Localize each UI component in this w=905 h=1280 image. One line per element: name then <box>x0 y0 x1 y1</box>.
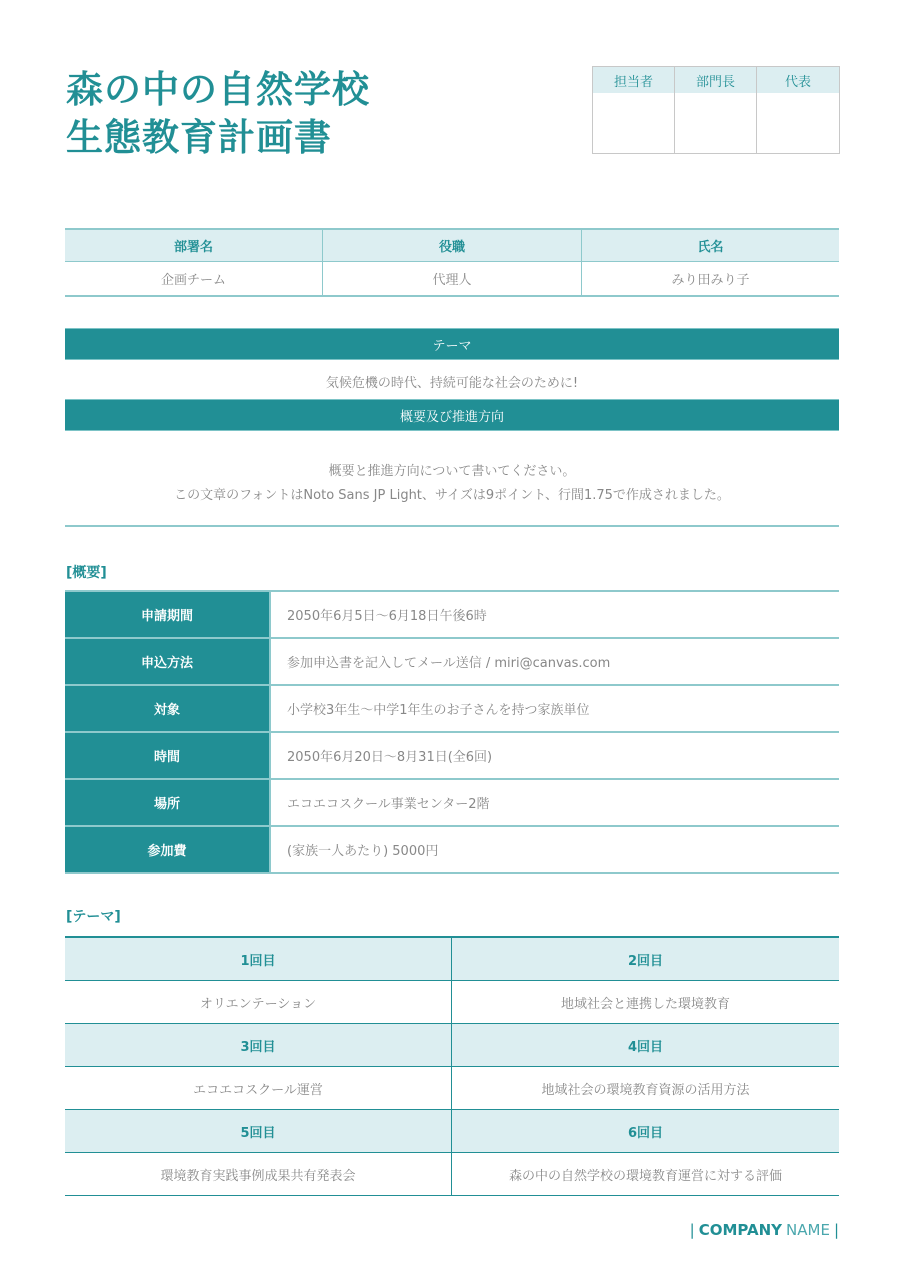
table-header-row <box>65 1110 839 1153</box>
name-value: みり田みり子 <box>671 273 750 288</box>
session-topic: エコエコスクール運営 <box>65 1067 452 1109</box>
stamp-field[interactable] <box>757 93 839 153</box>
header-position: 役職 <box>323 230 582 261</box>
row-key: 対象 <box>65 686 271 731</box>
footer-divider: | <box>833 1221 839 1239</box>
row-key: 場所 <box>65 780 271 825</box>
stamp-field[interactable] <box>593 93 674 153</box>
table-header-row <box>65 938 839 981</box>
row-key: 時間 <box>65 733 271 778</box>
department-value: 企画チーム <box>65 262 323 295</box>
table-row <box>65 827 839 874</box>
table-row <box>65 686 839 733</box>
section-divider <box>65 525 839 527</box>
session-topic: オリエンテーション <box>65 981 452 1023</box>
overview-text-line-1: 概要と推進方向について書いてください。 <box>328 464 576 479</box>
overview-section-label: [概要] <box>66 565 107 581</box>
row-value: (家族一人あたり) 5000円 <box>287 844 439 859</box>
session-round: 5回目 <box>65 1110 452 1152</box>
overview-text-line-2: この文章のフォントはNoto Sans JP Light、サイズは9ポイント、行間1.75で作成されました。 <box>174 488 730 503</box>
row-value: 小学校3年生～中学1年生のお子さんを持つ家族単位 <box>287 703 590 718</box>
table-row <box>65 733 839 780</box>
overview-header-bar: 概要及び推進方向 <box>65 399 839 431</box>
row-value: エコエコスクール事業センター2階 <box>287 797 490 812</box>
company-name-bold: COMPANY <box>698 1221 783 1239</box>
company-footer <box>690 1221 839 1239</box>
approval-column-manager <box>675 67 757 153</box>
header-name: 氏名 <box>697 240 724 255</box>
header-department: 部署名 <box>65 230 323 261</box>
row-value: 参加申込書を記入してメール送信 / miri@canvas.com <box>287 656 611 671</box>
session-round: 2回目 <box>627 953 664 969</box>
document-title <box>66 66 370 162</box>
approval-header: 担当者 <box>593 67 674 93</box>
table-row <box>65 639 839 686</box>
theme-header-bar: テーマ <box>65 328 839 360</box>
approval-column-staff <box>593 67 675 153</box>
table-row <box>65 981 839 1024</box>
company-name-light: NAME <box>786 1221 830 1239</box>
table-header-row <box>65 230 839 262</box>
row-value: 2050年6月5日～6月18日午後6時 <box>287 609 487 624</box>
table-row <box>65 592 839 639</box>
approval-column-representative <box>757 67 839 153</box>
sessions-table <box>65 936 839 1196</box>
row-key: 参加費 <box>65 827 271 872</box>
session-round: 1回目 <box>65 938 452 980</box>
approval-header: 代表 <box>757 67 839 93</box>
row-key: 申請期間 <box>65 592 271 637</box>
table-row <box>65 1067 839 1110</box>
title-line-1: 森の中の自然学校 <box>66 68 370 111</box>
theme-text: 気候危機の時代、持続可能な社会のために! <box>325 376 579 391</box>
table-header-row <box>65 1024 839 1067</box>
session-topic: 森の中の自然学校の環境教育運営に対する評価 <box>508 1168 782 1184</box>
session-topic: 地域社会と連携した環境教育 <box>560 996 730 1012</box>
row-key: 申込方法 <box>65 639 271 684</box>
session-topic: 地域社会の環境教育資源の活用方法 <box>541 1082 750 1098</box>
session-round: 3回目 <box>65 1024 452 1066</box>
session-round: 6回目 <box>627 1125 664 1141</box>
table-row <box>65 262 839 295</box>
author-info-table <box>65 228 839 297</box>
row-value: 2050年6月20日～8月31日(全6回) <box>287 750 493 765</box>
position-value: 代理人 <box>323 262 582 295</box>
approval-stamp-box <box>592 66 840 154</box>
session-round: 4回目 <box>627 1039 664 1055</box>
table-row <box>65 1153 839 1196</box>
session-topic: 環境教育実践事例成果共有発表会 <box>65 1153 452 1195</box>
table-row <box>65 780 839 827</box>
theme-section-label: [テーマ] <box>66 909 121 925</box>
title-line-2: 生態教育計画書 <box>66 116 332 159</box>
stamp-field[interactable] <box>675 93 756 153</box>
overview-details-table <box>65 590 839 874</box>
approval-header: 部門長 <box>675 67 756 93</box>
footer-divider: | <box>689 1221 695 1239</box>
